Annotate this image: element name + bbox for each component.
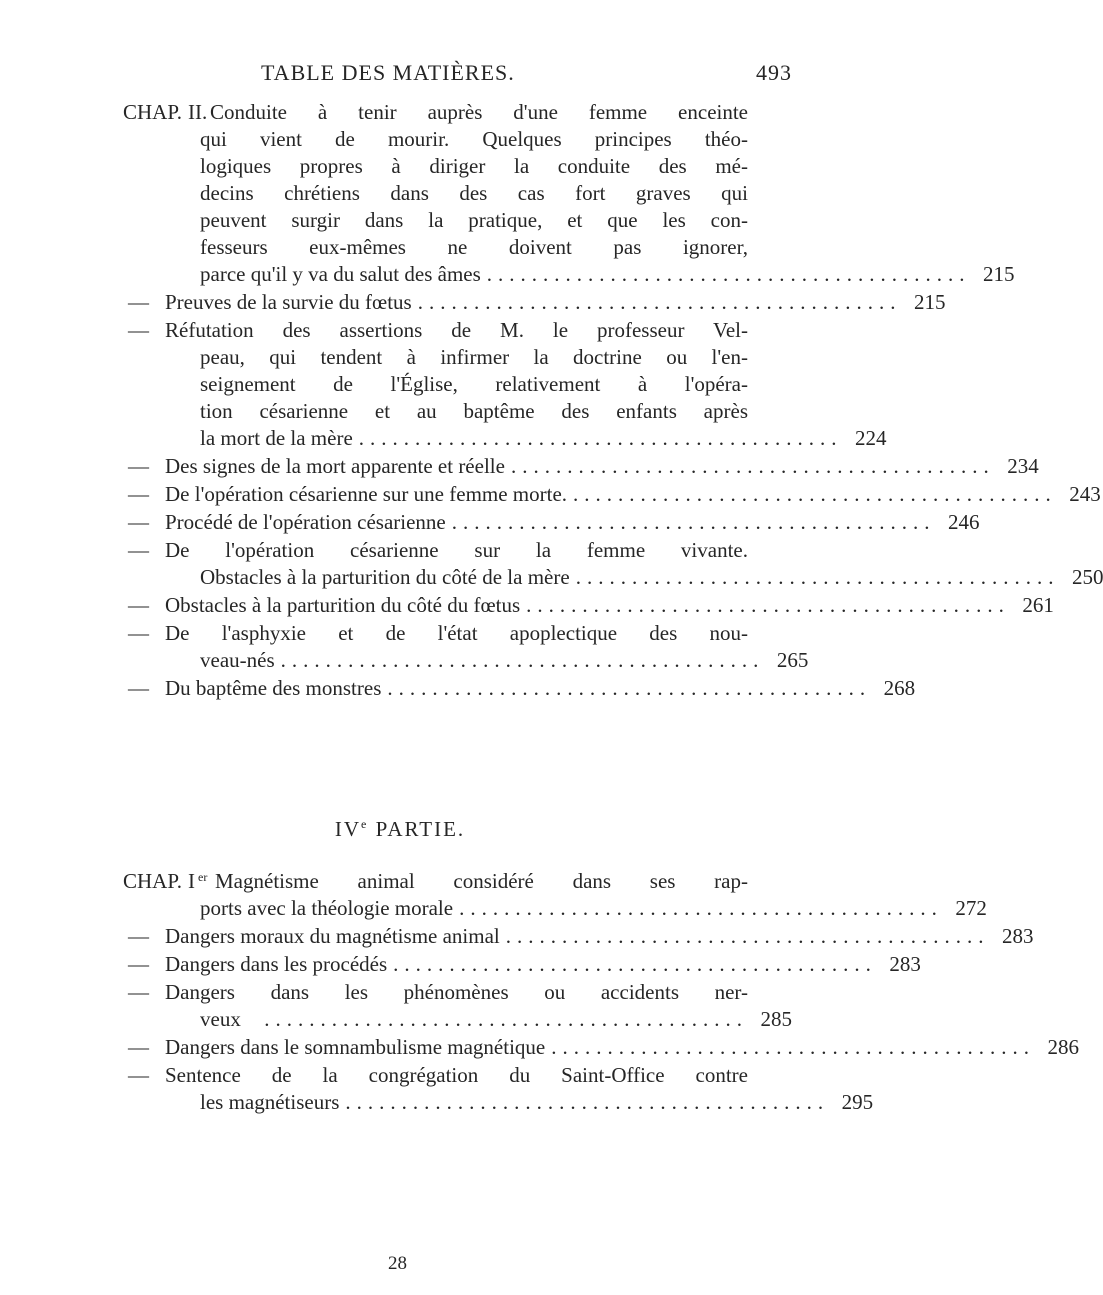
running-header — [120, 60, 792, 90]
entry-line — [200, 181, 792, 206]
entry-page-number: 234 — [1007, 454, 1039, 478]
entry-line — [200, 1090, 874, 1115]
entry-text: Réfutation des assertions de M. le professeur Vel- — [165, 318, 748, 342]
entry-text: Des signes de la mort apparente et réelle — [165, 454, 505, 478]
dot-leader: ........................................... — [387, 676, 872, 700]
entry-text: Dangers moraux du magnétisme animal — [165, 924, 500, 948]
entry-line — [165, 454, 1039, 479]
entry-text: peau, qui tendent à infirmer la doctrine ou l'en- — [200, 345, 748, 369]
entry-line — [200, 154, 792, 179]
entry-line — [165, 1063, 792, 1088]
entry-line — [200, 235, 792, 260]
entry-text: les magnétiseurs — [200, 1090, 340, 1114]
entry-text: la mort de la mère — [200, 426, 353, 450]
entry-label: — — [128, 980, 149, 1004]
dot-leader: ........................................... — [459, 896, 943, 920]
chapter-number: I — [188, 869, 195, 893]
entry-line — [200, 648, 809, 673]
entry-text: Procédé de l'opération césarienne — [165, 510, 446, 534]
entry-page-number: 283 — [889, 952, 921, 976]
entry-page-number: 286 — [1047, 1035, 1079, 1059]
entry-line — [200, 262, 1015, 287]
entry-text: Obstacles à la parturition du côté de la mère — [200, 565, 570, 589]
entry-line — [165, 482, 1101, 507]
entry-line — [200, 896, 987, 921]
entry-text: De l'asphyxie et de l'état apoplectique des nou- — [165, 621, 748, 645]
entry-line — [200, 399, 792, 424]
entry-page-number: 265 — [776, 648, 809, 672]
entry-page-number: 224 — [855, 426, 887, 450]
entry-label: — — [128, 621, 149, 645]
entry-page-number: 285 — [760, 1007, 792, 1031]
dot-leader: ........................................... — [417, 290, 902, 314]
entry-text: parce qu'il y va du salut des âmes — [200, 262, 481, 286]
entry-label: — — [128, 1063, 149, 1087]
entry-line — [200, 345, 792, 370]
entry-line — [165, 676, 916, 701]
chapter-number: II. — [188, 100, 208, 124]
entry-line — [200, 208, 792, 233]
entry-page-number: 250 — [1071, 565, 1103, 589]
entry-label: CHAP. — [123, 100, 182, 124]
entry-page-number: 215 — [983, 262, 1015, 286]
entry-label: — — [128, 1035, 149, 1059]
entry-label: — — [128, 454, 149, 478]
entry-text: peuvent surgir dans la pratique, et que les con- — [200, 208, 748, 232]
entry-text: Du baptême des monstres — [165, 676, 382, 700]
dot-leader: ........................................... — [345, 1090, 830, 1114]
entry-label: — — [128, 510, 149, 534]
entry-line — [165, 952, 921, 977]
entry-line — [165, 290, 946, 315]
entry-text: tion césarienne et au baptême des enfants après — [200, 399, 748, 423]
entry-label: — — [128, 952, 149, 976]
entry-line — [165, 318, 792, 343]
dot-leader: ........................................... — [526, 593, 1010, 617]
entry-line — [165, 621, 792, 646]
entry-text: Sentence de la congrégation du Saint-Office contre — [165, 1063, 748, 1087]
entry-text: veux — [200, 1007, 241, 1031]
entry-text: Preuves de la survie du fœtus — [165, 290, 412, 314]
dot-leader: ........................................... — [575, 565, 1060, 589]
entry-label: — — [128, 676, 149, 700]
header-title: TABLE DES MATIÈRES. — [261, 60, 515, 85]
entry-text: fesseurs eux-mêmes ne doivent pas ignorer, — [200, 235, 748, 259]
dot-leader: ........................................... — [510, 454, 995, 478]
dot-leader: ........................................... — [486, 262, 971, 286]
chapter-number-sup: er — [198, 870, 208, 884]
entry-text: De l'opération césarienne sur une femme morte. — [165, 482, 568, 506]
entry-text: ports avec la théologie morale — [200, 896, 454, 920]
entry-label: CHAP. — [123, 869, 182, 893]
part-heading — [0, 817, 800, 842]
dot-leader: ........................................... — [358, 426, 843, 450]
entry-label: — — [128, 290, 149, 314]
dot-leader: ........................................... — [505, 924, 990, 948]
entry-text: logiques propres à diriger la conduite des mé- — [200, 154, 748, 178]
part-sup: e — [361, 817, 369, 831]
entry-page-number: 215 — [913, 290, 946, 314]
entry-page-number: 243 — [1069, 482, 1101, 506]
entry-page-number: 272 — [955, 896, 987, 920]
entry-line — [215, 869, 792, 894]
entry-line — [165, 1035, 1079, 1060]
entry-text: Magnétisme animal considéré dans ses rap- — [215, 869, 748, 893]
entry-line — [200, 1007, 792, 1032]
entry-label: — — [128, 538, 149, 562]
dot-leader: ........................................... — [264, 1007, 748, 1031]
entry-text: Conduite à tenir auprès d'une femme enceinte — [210, 100, 748, 124]
entry-label: — — [128, 924, 149, 948]
entry-line — [200, 565, 1103, 590]
entry-line — [200, 426, 887, 451]
entry-text: qui vient de mourir. Quelques principes théo- — [200, 127, 748, 151]
entry-page-number: 268 — [883, 676, 916, 700]
entry-label: — — [128, 593, 149, 617]
entry-text: veau-nés — [200, 648, 275, 672]
dot-leader: ........................................... — [451, 510, 936, 534]
entry-text: Dangers dans les procédés — [165, 952, 388, 976]
part-roman: IV — [334, 817, 362, 841]
entry-text: Dangers dans les phénomènes ou accidents ner- — [165, 980, 748, 1004]
entry-label: — — [128, 318, 149, 342]
entry-line — [165, 593, 1054, 618]
entry-line — [200, 372, 792, 397]
entry-page-number: 246 — [947, 510, 980, 534]
dot-leader: ........................................... — [393, 952, 877, 976]
dot-leader: ........................................... — [573, 482, 1057, 506]
entry-text: seignement de l'Église, relativement à l'opéra- — [200, 372, 748, 396]
entry-label: — — [128, 482, 149, 506]
header-page-number: 493 — [756, 60, 792, 85]
entry-line — [165, 510, 980, 535]
entry-page-number: 283 — [1002, 924, 1034, 948]
dot-leader: ........................................... — [551, 1035, 1035, 1059]
entry-line — [165, 980, 792, 1005]
entry-line — [200, 127, 792, 152]
entry-text: Obstacles à la parturition du côté du fœtus — [165, 593, 521, 617]
entry-line — [210, 100, 792, 125]
entry-text: Dangers dans le somnambulisme magnétique — [165, 1035, 546, 1059]
entry-page-number: 295 — [841, 1090, 874, 1114]
dot-leader: ........................................... — [280, 648, 765, 672]
entry-page-number: 261 — [1022, 593, 1054, 617]
part-title: PARTIE. — [375, 817, 466, 841]
entry-line — [165, 538, 792, 563]
entry-text: decins chrétiens dans des cas fort graves qui — [200, 181, 748, 205]
folio-signature: 28 — [388, 1253, 407, 1274]
entry-line — [165, 924, 1034, 949]
entry-text: De l'opération césarienne sur la femme vivante. — [165, 538, 748, 562]
